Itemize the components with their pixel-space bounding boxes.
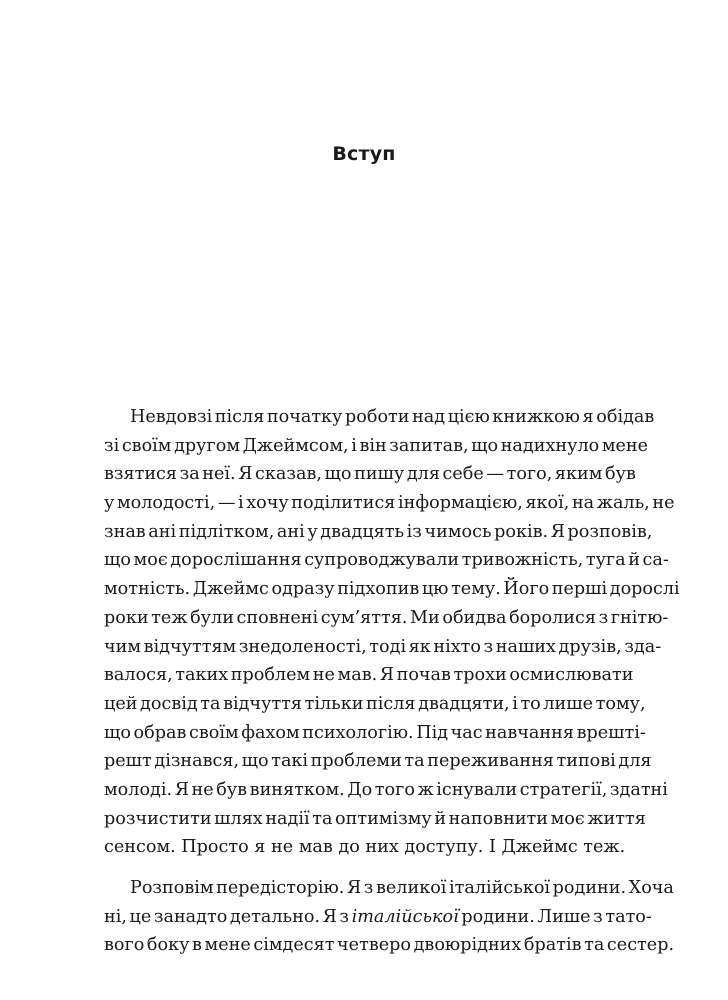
text-line: що обрав своїм фахом психологію. Під час навчання врешті- [104,722,646,743]
paragraph-2 [104,874,675,960]
text-line: Невдовзі після початку роботи над цією книжкою я обідав [130,407,655,427]
text-line: вого боку в мене сімдесят четверо двоюрідних братів та сестер. [104,935,675,956]
chapter-body [104,403,680,960]
text-line: у молодості, — і хочу поділитися інформацією, якої, на жаль, не [104,493,675,514]
text-line: молоді. Я не був винятком. До того ж існували стратегії, здатні [104,779,668,800]
text-run: родини. Лише з тато- [458,906,652,927]
text-line: сенсом. Просто я не мав до них доступу. І Джеймс теж. [104,837,626,858]
text-line: чим відчуттям знедоленості, тоді як ніхто з наших друзів, зда- [104,636,662,657]
text-line: зі своїм другом Джеймсом, і він запитав, що надихнуло мене [104,435,649,456]
text-line: цей досвід та відчуття тільки після двадцяти, і то лише тому, [104,693,646,714]
text-line [104,903,652,932]
paragraph-1 [104,403,680,862]
text-line: роки теж були сповнені сум’яття. Ми обидва боролися з гнітю- [104,607,669,628]
text-line: решт дізнався, що такі проблеми та переживання типові для [104,751,652,772]
text-line: знав ані підлітком, ані у двадцять із чимось років. Я розповів, [104,521,653,542]
italic-word: італійської [351,906,459,927]
text-line: розчистити шлях надії та оптимізму й наповнити моє життя [104,808,646,829]
text-line: взятися за неї. Я сказав, що пишу для себе — того, яким був [104,464,636,485]
text-line: що моє дорослішання супроводжували тривожність, туга й са- [104,550,669,571]
text-run: ні, це занадто детально. Я з [104,906,352,927]
chapter-title: Вступ [332,143,396,165]
text-line: мотність. Джеймс одразу підхопив цю тему. Його перші дорослі [104,579,680,600]
text-line: Розповім передісторію. Я з великої італійської родини. Хоча [130,878,674,898]
text-line: валося, таких проблем не мав. Я почав трохи осмислювати [104,665,634,686]
